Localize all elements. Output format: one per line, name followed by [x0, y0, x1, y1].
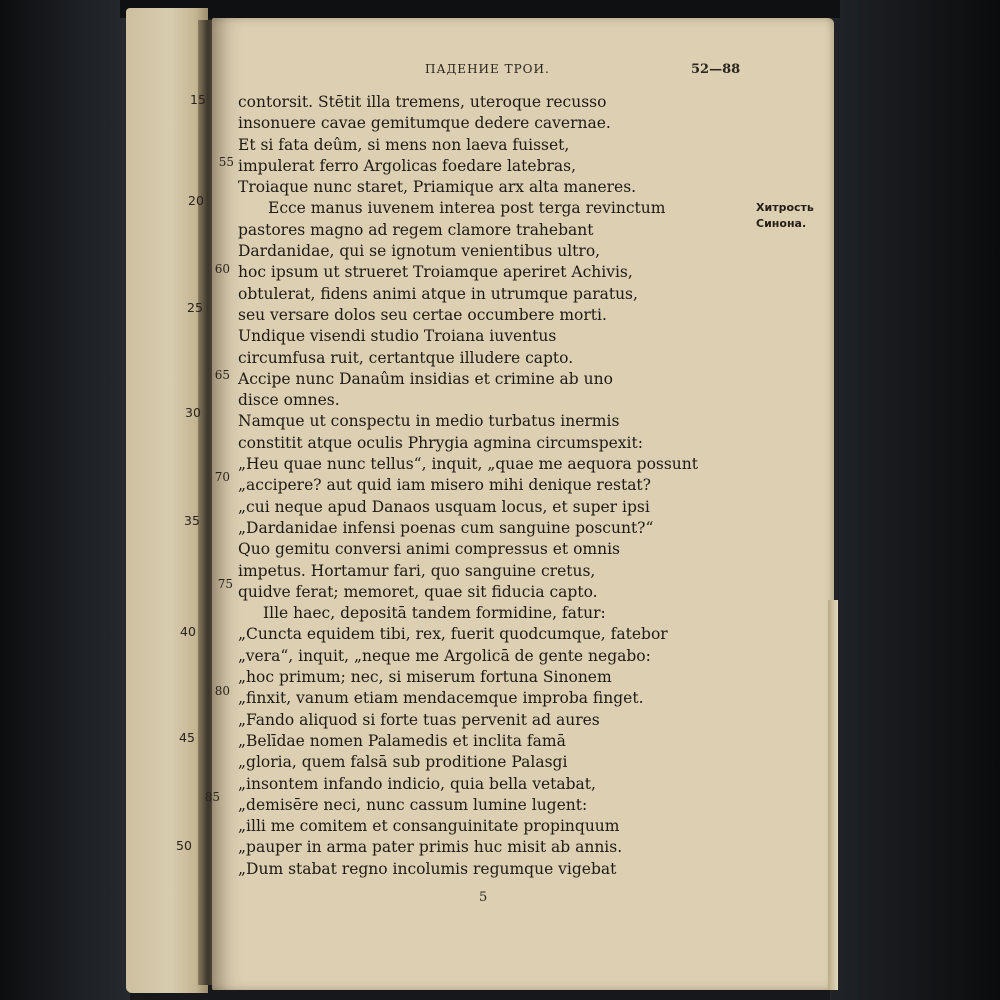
line-number: 60: [214, 262, 230, 276]
verse-line: seu versare dolos seu certae occumbere morti.: [238, 305, 607, 324]
line-number: 80: [214, 684, 230, 698]
verse-line: obtulerat, fidens animi atque in utrumque paratus,: [238, 284, 638, 303]
margin-note: [756, 200, 814, 232]
outer-line-number: 30: [185, 405, 201, 420]
verse-line: „Fando aliquod si forte tuas pervenit ad aures: [238, 710, 600, 729]
line-number: 85: [204, 790, 220, 804]
verse-line: pastores magno ad regem clamore trahebant: [238, 220, 594, 239]
verse-line: Quo gemitu conversi animi compressus et omnis: [238, 540, 621, 559]
line-number: 70: [214, 470, 230, 484]
verse-line: impetus. Hortamur fari, quo sanguine cretus,: [238, 561, 596, 580]
outer-line-number: 50: [176, 838, 192, 853]
dark-background-top: [120, 0, 840, 18]
verse-line: hoc ipsum ut strueret Troiamque aperiret Achivis,: [238, 263, 633, 282]
dark-background-left: [0, 0, 130, 1000]
line-number: 55: [218, 155, 234, 169]
previous-page-edge: [126, 8, 208, 993]
verse-line: impulerat ferro Argolicas foedare latebras,: [238, 156, 577, 175]
outer-line-number: 35: [184, 513, 200, 528]
verse-line: „Cuncta equidem tibi, rex, fuerit quodcumque, fatebor: [238, 625, 668, 644]
verse-line: Et si fata deûm, si mens non laeva fuisset,: [238, 135, 570, 154]
verse-line: constitit atque oculis Phrygia agmina circumspexit:: [238, 433, 643, 452]
margin-note-line: Хитрость: [756, 201, 814, 214]
verse-line: „pauper in arma pater primis huc misit ab annis.: [238, 838, 623, 857]
verse-line: Ecce manus iuvenem interea post terga revinctum: [268, 199, 666, 218]
outer-line-number: 25: [187, 300, 203, 315]
verse-line: Troiaque nunc staret, Priamique arx alta maneres.: [238, 178, 637, 197]
verse-line: circumfusa ruit, certantque illudere capto.: [238, 348, 574, 367]
verse-line: quidve ferat; memoret, quae sit fiducia capto.: [238, 582, 598, 601]
outer-line-number: 45: [179, 730, 195, 745]
verse-line: „Heu quae nunc tellus“, inquit, „quae me aequora possunt: [238, 455, 699, 474]
running-title: ПАДЕНИЕ ТРОИ.: [425, 62, 550, 76]
verse-line: „demisēre neci, nunc cassum lumine lugent:: [238, 795, 588, 814]
outer-line-number: 15: [190, 92, 206, 107]
verse-line: „Belīdae nomen Palamedis et inclita famā: [238, 731, 566, 750]
verse-line: insonuere cavae gemitumque dedere cavernae.: [238, 114, 611, 133]
page-number: 5: [479, 890, 488, 905]
line-number: 75: [217, 577, 233, 591]
line-number: 65: [214, 368, 230, 382]
verse-line: Dardanidae, qui se ignotum venientibus ultro,: [238, 242, 601, 261]
outer-line-number: 40: [180, 624, 196, 639]
verse-line: disce omnes.: [238, 391, 340, 410]
dark-background-right: [830, 0, 1000, 1000]
margin-note-line: Синона.: [756, 217, 807, 230]
verse-line: „illi me comitem et consanguinitate propinquum: [238, 817, 620, 836]
verse-line: „accipere? aut quid iam misero mihi denique restat?: [238, 476, 651, 495]
verse-line: Undique visendi studio Troiana iuventus: [238, 327, 557, 346]
verse-line: „gloria, quem falsā sub proditione Palasgi: [238, 753, 568, 772]
verse-line: Accipe nunc Danaûm insidias et crimine ab uno: [238, 369, 613, 388]
verse-line: „Dum stabat regno incolumis regumque vigebat: [238, 859, 617, 878]
verse-line: „finxit, vanum etiam mendacemque improba finget.: [238, 689, 644, 708]
verse-line: Namque ut conspectu in medio turbatus inermis: [238, 412, 620, 431]
page-stack-edge: [828, 600, 838, 990]
verse-line: „vera“, inquit, „neque me Argolicā de gente negabo:: [238, 646, 651, 665]
poem-text: [238, 92, 758, 880]
verse-line: contorsit. Stētit illa tremens, uteroque recusso: [238, 93, 607, 111]
page-line-range: 52—88: [691, 62, 741, 77]
outer-line-number: 20: [188, 193, 204, 208]
verse-line: „cui neque apud Danaos usquam locus, et super ipsi: [238, 497, 650, 516]
verse-line: „hoc primum; nec, si miserum fortuna Sinonem: [238, 668, 612, 687]
verse-line: Ille haec, depositā tandem formidine, fatur:: [263, 604, 606, 623]
verse-line: „Dardanidae infensi poenas cum sanguine poscunt?“: [238, 518, 654, 537]
verse-line: „insontem infando indicio, quia bella vetabat,: [238, 774, 596, 793]
